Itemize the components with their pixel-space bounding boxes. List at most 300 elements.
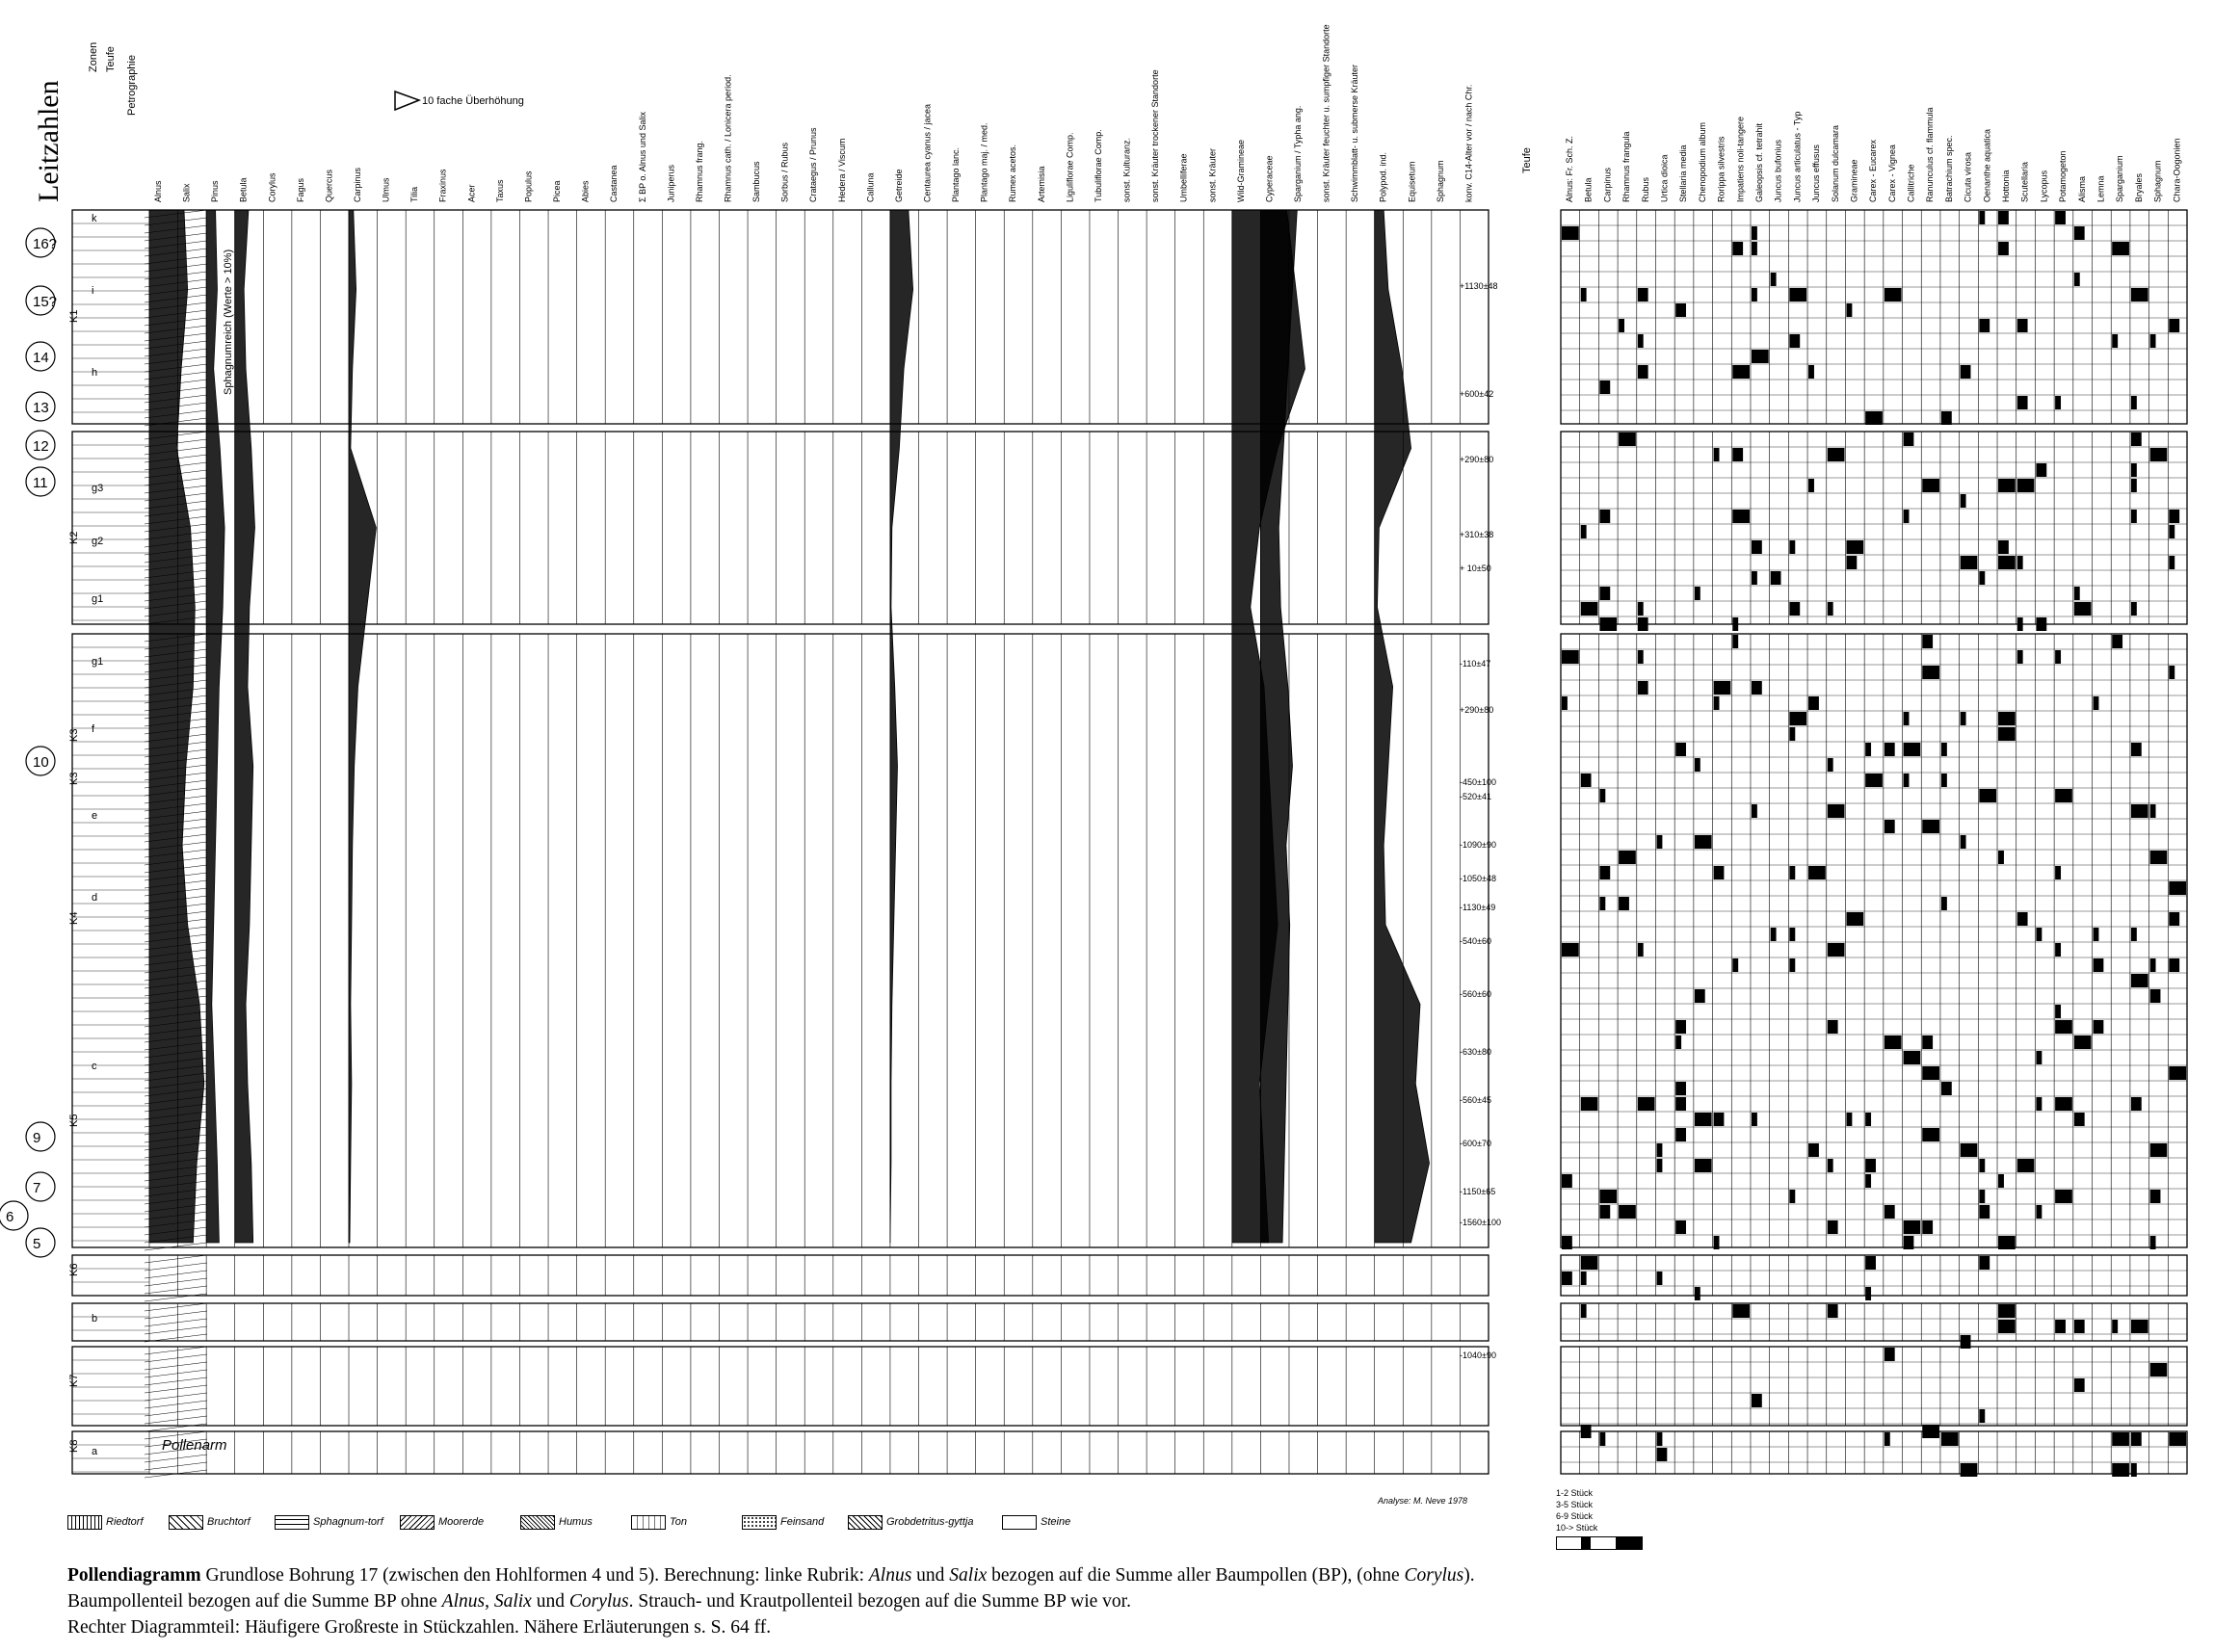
right-column-header: Gramineae bbox=[1849, 159, 1859, 202]
macro-remains-bar bbox=[1885, 1348, 1895, 1361]
macro-remains-bar bbox=[2131, 510, 2137, 523]
right-column-header: Hottonia bbox=[2001, 170, 2012, 202]
right-block bbox=[1561, 1347, 2187, 1426]
zone-sub-label: a bbox=[92, 1446, 98, 1457]
macro-remains-bar bbox=[1732, 1304, 1750, 1318]
macro-remains-bar bbox=[1828, 758, 1833, 772]
macro-remains-bar bbox=[1599, 866, 1610, 879]
macro-remains-bar bbox=[1562, 1174, 1572, 1188]
column-header: Centaurea cyanus / jacea bbox=[922, 103, 933, 202]
column-header: Ulmus bbox=[381, 177, 391, 202]
zone-k-label: K3 bbox=[68, 772, 80, 785]
macro-remains-bar bbox=[1695, 989, 1705, 1003]
right-column-header: Carpinus bbox=[1602, 167, 1613, 202]
macro-remains-bar bbox=[1865, 743, 1871, 756]
macro-remains-bar bbox=[1998, 712, 2016, 725]
legend-item bbox=[848, 1508, 973, 1536]
macro-remains-bar bbox=[2131, 974, 2148, 987]
macro-remains-bar bbox=[1979, 211, 1985, 224]
petrographie-header: Petrographie bbox=[126, 55, 138, 116]
macro-remains-bar bbox=[1941, 1432, 1959, 1446]
caption-text: , bbox=[485, 1591, 494, 1612]
c14-age-label: -600±70 bbox=[1460, 1139, 1491, 1148]
column-header: konv. C14-Alter vor / nach Chr. bbox=[1463, 84, 1474, 202]
c14-age-label: +310±38 bbox=[1460, 530, 1494, 539]
legend-label: Moorerde bbox=[438, 1516, 485, 1528]
legend-item bbox=[400, 1508, 484, 1536]
right-block bbox=[1561, 432, 2187, 624]
macro-remains-bar bbox=[1656, 1272, 1662, 1285]
zone-labels bbox=[68, 213, 103, 1457]
macro-remains-bar bbox=[1638, 365, 1648, 379]
petrography-hatch bbox=[145, 1255, 207, 1263]
macro-remains-bar bbox=[1714, 1113, 1725, 1126]
right-block bbox=[1561, 634, 2187, 1247]
macro-remains-bar bbox=[1998, 242, 2009, 255]
petrography-hatch bbox=[145, 1271, 207, 1278]
legend-label: Ton bbox=[670, 1516, 687, 1528]
macro-remains-bar bbox=[1581, 1097, 1598, 1111]
leitzahl-label: 6 bbox=[6, 1209, 14, 1225]
macro-remains-bar bbox=[1961, 494, 1966, 508]
macro-remains-bar bbox=[2169, 958, 2179, 972]
macro-remains-bar bbox=[1922, 820, 1939, 833]
zone-sub-label: e bbox=[92, 810, 98, 822]
macro-remains-bar bbox=[2094, 1020, 2104, 1034]
macro-remains-bar bbox=[2036, 928, 2042, 941]
macro-remains-bar bbox=[1904, 712, 1910, 725]
column-header: Alnus bbox=[153, 180, 163, 202]
macro-remains-bar bbox=[1732, 242, 1743, 255]
column-header: Salix bbox=[181, 183, 192, 202]
right-column-header: Betula bbox=[1583, 177, 1594, 202]
left-column-headers bbox=[153, 24, 1473, 202]
macro-remains-bar bbox=[1941, 897, 1947, 910]
right-column-header: Stellaria media bbox=[1678, 144, 1689, 202]
macro-remains-bar bbox=[1562, 696, 1568, 710]
zone-sub-label: g2 bbox=[92, 536, 104, 547]
c14-age-label: -1050±48 bbox=[1460, 874, 1496, 883]
macro-remains-bar bbox=[2055, 1320, 2066, 1333]
macro-remains-bar bbox=[1675, 743, 1686, 756]
macro-remains-bar bbox=[1752, 540, 1762, 554]
zone-k-label: K6 bbox=[68, 1263, 80, 1276]
caption-taxon: Alnus bbox=[868, 1565, 912, 1586]
c14-age-label: +1130±48 bbox=[1460, 281, 1498, 291]
macro-remains-bar bbox=[1675, 303, 1686, 317]
macro-remains-bar bbox=[2094, 928, 2099, 941]
right-column-header: Solanum dulcamara bbox=[1830, 124, 1840, 202]
right-block bbox=[1561, 1303, 2187, 1341]
right-column-header: Potamogeton bbox=[2058, 150, 2069, 202]
macro-remains-bar bbox=[2074, 273, 2080, 286]
macro-remains-bar bbox=[1581, 1256, 1598, 1270]
pollen-curve bbox=[1375, 210, 1430, 1243]
column-header: Sambucus bbox=[751, 161, 762, 202]
c14-age-labels bbox=[1460, 281, 1501, 1360]
macro-remains-bar bbox=[2017, 617, 2023, 631]
macro-remains-bar bbox=[1752, 804, 1757, 818]
macro-remains-bar bbox=[1656, 835, 1662, 849]
macro-remains-bar bbox=[1562, 650, 1579, 664]
grobdetritusgyttja-swatch bbox=[848, 1515, 883, 1530]
macro-remains-bar bbox=[1998, 727, 2016, 741]
zone-sub-label: b bbox=[92, 1313, 98, 1324]
right-column-header: Juncus articulatus - Typ bbox=[1792, 111, 1803, 202]
macro-remains-bar bbox=[1581, 602, 1598, 616]
pollen-curves bbox=[149, 210, 1430, 1243]
pollen-curve bbox=[235, 210, 255, 1243]
macro-remains-bar bbox=[2131, 463, 2137, 477]
macro-remains-bar bbox=[2055, 396, 2061, 409]
macro-remains-bar bbox=[1599, 789, 1605, 802]
steine-swatch bbox=[1002, 1515, 1037, 1530]
macro-remains-bar bbox=[1695, 1287, 1700, 1300]
column-header: Sphagnum bbox=[1435, 160, 1445, 202]
right-column-header: Rhamnus frangula bbox=[1621, 131, 1632, 202]
macro-remains-bar bbox=[1961, 1335, 1971, 1349]
macro-remains-bar bbox=[1961, 835, 1966, 849]
column-header: Polypod. ind. bbox=[1378, 151, 1388, 202]
macro-remains-bar bbox=[1941, 774, 1947, 787]
right-column-header: Rorippa silvestris bbox=[1716, 136, 1726, 202]
macro-remains-bar bbox=[1865, 411, 1883, 425]
column-header: Sparganium / Typha ang. bbox=[1292, 105, 1303, 202]
macro-remains-bar bbox=[1581, 525, 1587, 538]
macro-remains-bar bbox=[1998, 211, 2009, 224]
legend-item bbox=[742, 1508, 824, 1536]
macro-remains-bar bbox=[1865, 1256, 1876, 1270]
caption-taxon: Corylus bbox=[1404, 1565, 1464, 1586]
leitzahl-label: 15? bbox=[33, 294, 58, 310]
macro-remains-bar bbox=[1979, 1190, 1985, 1203]
right-column-header: Rubus bbox=[1640, 176, 1650, 202]
macro-remains-bar bbox=[2131, 433, 2142, 446]
legend-label: Feinsand bbox=[780, 1516, 825, 1528]
legend-item bbox=[67, 1508, 144, 1536]
macro-remains-bar bbox=[1846, 556, 1857, 569]
macro-remains-bar bbox=[2055, 650, 2061, 664]
petrography-hatch bbox=[145, 1263, 207, 1271]
macro-remains-bar bbox=[2112, 334, 2118, 348]
legend-label: Humus bbox=[559, 1516, 593, 1528]
zone-k-label: K5 bbox=[68, 1114, 80, 1127]
macro-remains-bar bbox=[2017, 912, 2028, 926]
macro-remains-bar bbox=[1961, 365, 1971, 379]
macro-remains-bar bbox=[1922, 1066, 1939, 1080]
petrography-hatch bbox=[145, 1385, 207, 1393]
column-header: Hedera / Viscum bbox=[836, 138, 847, 202]
macro-remains-bar bbox=[1885, 1432, 1890, 1446]
petrography-hatch bbox=[145, 1416, 207, 1424]
legend-item bbox=[520, 1508, 593, 1536]
leitzahl-label: 14 bbox=[33, 350, 49, 366]
right-column-header: Lycopus bbox=[2039, 170, 2049, 202]
macro-remains-bar bbox=[1885, 288, 1902, 302]
macro-remains-bar bbox=[1732, 635, 1738, 648]
macro-remains-bar bbox=[1828, 1304, 1838, 1318]
caption-taxon: Salix bbox=[493, 1591, 532, 1612]
macro-remains-bar bbox=[1752, 681, 1762, 695]
macro-remains-bar bbox=[1998, 1236, 2016, 1249]
macro-remains-bar bbox=[1865, 1113, 1871, 1126]
macro-remains-bar bbox=[1922, 635, 1933, 648]
count-legend-label: 3-5 Stück bbox=[1556, 1500, 1594, 1509]
c14-age-label: +290±80 bbox=[1460, 455, 1494, 464]
diagram-block bbox=[72, 1347, 1489, 1426]
macro-remains-bar bbox=[2017, 479, 2035, 492]
macro-remains-bar bbox=[1789, 958, 1795, 972]
macro-remains-bar bbox=[2150, 334, 2156, 348]
macro-remains-bar bbox=[2074, 1378, 2085, 1392]
macro-remains-bar bbox=[1979, 789, 1996, 802]
c14-age-label: -560±60 bbox=[1460, 989, 1491, 999]
macro-remains-bar bbox=[1922, 479, 1939, 492]
c14-age-label: -520±41 bbox=[1460, 792, 1491, 801]
petrography-hatch bbox=[145, 1393, 207, 1401]
right-column-header: Alisma bbox=[2076, 175, 2087, 202]
petrography-hatch bbox=[145, 1243, 207, 1250]
column-header: Rumex acetos. bbox=[1008, 144, 1018, 202]
leitzahl-markers bbox=[0, 228, 57, 1257]
macro-remains-bar bbox=[2131, 602, 2137, 616]
pollen-curve bbox=[890, 210, 913, 1243]
column-header: Umbelliferae bbox=[1178, 153, 1189, 202]
column-header: Liguliflorae Comp. bbox=[1065, 132, 1075, 202]
diagram-block bbox=[72, 1255, 1489, 1296]
figure-caption bbox=[67, 1562, 1570, 1640]
macro-remains-bar bbox=[1979, 1205, 1990, 1219]
macro-remains-bar bbox=[1732, 510, 1750, 523]
caption-taxon: Salix bbox=[949, 1565, 988, 1586]
macro-remains-bar bbox=[1904, 433, 1914, 446]
column-header: Tubuliflorae Comp. bbox=[1093, 129, 1103, 202]
petrography-hatch bbox=[145, 1362, 207, 1370]
sphagnumtorf-swatch bbox=[275, 1515, 309, 1530]
macro-remains-bar bbox=[1998, 540, 2009, 554]
macro-remains-bar bbox=[2131, 479, 2137, 492]
caption-taxon: Corylus bbox=[568, 1591, 629, 1612]
petrography-hatch bbox=[145, 1462, 207, 1470]
macro-remains-bar bbox=[2169, 319, 2179, 332]
macro-remains-bar bbox=[1789, 866, 1795, 879]
macro-remains-bar bbox=[1846, 303, 1852, 317]
macro-remains-bar bbox=[1638, 1097, 1655, 1111]
macro-remains-bar bbox=[1752, 350, 1769, 363]
caption-text: Grundlose Bohrung 17 (zwischen den Hohlformen 4 und 5). Berechnung: linke Rubrik: bbox=[200, 1565, 869, 1586]
macro-remains-bar bbox=[1979, 1159, 1985, 1172]
right-column-header: Callitriche bbox=[1906, 164, 1916, 202]
column-header: Fraxinus bbox=[437, 169, 448, 202]
macro-remains-bar bbox=[2150, 804, 2156, 818]
pollen-curve bbox=[349, 210, 376, 1243]
macro-remains-bar bbox=[1581, 288, 1587, 302]
macro-remains-bar bbox=[1904, 1236, 1914, 1249]
macro-remains-bar bbox=[1638, 681, 1648, 695]
zone-sub-label: g1 bbox=[92, 593, 104, 605]
macro-remains-bar bbox=[1752, 242, 1757, 255]
c14-age-label: + 10±50 bbox=[1460, 564, 1491, 573]
macro-remains-bar bbox=[1656, 1159, 1662, 1172]
caption-text: bezogen auf die Summe aller Baumpollen (BP), (ohne bbox=[987, 1565, 1405, 1586]
macro-remains-bar bbox=[1828, 943, 1845, 957]
c14-age-label: -1040±90 bbox=[1460, 1350, 1496, 1360]
macro-remains-bar bbox=[1865, 1287, 1871, 1300]
macro-remains-bar bbox=[2055, 789, 2072, 802]
macro-remains-bar bbox=[2036, 1205, 2042, 1219]
macro-remains-bar bbox=[1638, 650, 1644, 664]
macro-remains-bar bbox=[1638, 617, 1648, 631]
macro-remains-bar bbox=[1619, 433, 1636, 446]
macro-remains-bar bbox=[1808, 866, 1826, 879]
macro-remains-bar bbox=[2017, 396, 2028, 409]
zonen-header: Zonen bbox=[88, 41, 99, 72]
macro-remains-bar bbox=[2074, 1036, 2092, 1049]
macro-remains-bar bbox=[1789, 334, 1800, 348]
column-header: Equisetum bbox=[1407, 161, 1417, 202]
macro-remains-bar bbox=[1922, 1036, 1933, 1049]
macro-remains-bar bbox=[1998, 1304, 2016, 1318]
caption-text: . Strauch- und Krautpollenteil bezogen auf die Summe BP wie vor. bbox=[628, 1591, 1131, 1612]
zone-k-label: K7 bbox=[68, 1374, 80, 1387]
macro-remains-bar bbox=[2169, 510, 2179, 523]
leitzahl-label: 12 bbox=[33, 438, 49, 455]
macro-remains-bar bbox=[1961, 556, 1978, 569]
lithology-legend bbox=[67, 1508, 1416, 1536]
macro-remains-bar bbox=[1619, 1205, 1636, 1219]
macro-remains-bar bbox=[1885, 1205, 1895, 1219]
macro-remains-bar bbox=[1638, 943, 1644, 957]
column-header: Calluna bbox=[865, 172, 876, 202]
column-header: Crataegus / Prunus bbox=[808, 127, 819, 202]
macro-remains-bar bbox=[1771, 273, 1777, 286]
column-header: Schwimmblatt- u. submerse Kräuter bbox=[1350, 64, 1360, 202]
macro-remains-bar bbox=[1581, 1272, 1587, 1285]
petrography-hatch bbox=[145, 1311, 207, 1319]
macro-remains-bar bbox=[1808, 696, 1819, 710]
macro-remains-bar bbox=[1695, 1113, 1712, 1126]
column-header: Σ BP o. Alnus und Salix bbox=[637, 112, 647, 202]
bruchtorf-swatch bbox=[169, 1515, 203, 1530]
macro-remains-bar bbox=[2112, 1463, 2129, 1477]
macro-remains-bar bbox=[2169, 525, 2174, 538]
right-column-header: Carex - Vignea bbox=[1886, 144, 1897, 202]
macro-remains-bar bbox=[1998, 556, 2016, 569]
macro-remains-bar bbox=[2055, 1020, 2072, 1034]
right-column-header: Juncus effusus bbox=[1811, 144, 1822, 202]
macro-remains-bar bbox=[2055, 211, 2066, 224]
macro-remains-bar bbox=[2036, 463, 2046, 477]
c14-age-label: -1090±90 bbox=[1460, 840, 1496, 850]
macro-remains-bar bbox=[1865, 1159, 1876, 1172]
macro-remains-bar bbox=[1656, 1432, 1662, 1446]
macro-remains-bar bbox=[1675, 1036, 1681, 1049]
column-header: Rhamnus cath. / Lonicera period. bbox=[723, 74, 733, 202]
right-column-header: Scutellaria bbox=[2019, 161, 2030, 202]
macro-remains-bar bbox=[1675, 1097, 1686, 1111]
macro-remains-bar bbox=[1752, 1394, 1762, 1407]
caption-text: und bbox=[911, 1565, 950, 1586]
macro-remains-bar bbox=[1638, 334, 1644, 348]
pollenarm-label: Pollenarm bbox=[162, 1437, 227, 1454]
macro-remains-bar bbox=[2074, 226, 2085, 240]
macro-remains-bar bbox=[1922, 1128, 1939, 1141]
macro-remains-bar bbox=[2131, 743, 2142, 756]
count-legend-label: 1-2 Stück bbox=[1556, 1488, 1594, 1498]
macro-remains-bar bbox=[1979, 319, 1990, 332]
macro-remains-bar bbox=[1732, 617, 1738, 631]
count-legend-label: 10-> Stück bbox=[1556, 1523, 1598, 1533]
macro-remains-bar bbox=[1771, 928, 1777, 941]
c14-age-label: -1130±49 bbox=[1460, 903, 1496, 912]
macro-remains-bar bbox=[1961, 712, 1966, 725]
leitzahl-label: 13 bbox=[33, 400, 49, 416]
right-block bbox=[1561, 210, 2187, 424]
macro-remains-bar bbox=[1789, 602, 1800, 616]
column-header: Fagus bbox=[295, 177, 305, 202]
macro-remains-bar bbox=[2094, 696, 2099, 710]
macro-remains-bar bbox=[1599, 510, 1610, 523]
macro-remains-bar bbox=[1941, 1082, 1952, 1095]
macro-remains-bar bbox=[1922, 1220, 1933, 1234]
macro-remains-bar bbox=[1808, 1143, 1819, 1157]
column-header: Getreide bbox=[893, 169, 904, 202]
macro-remains-bar bbox=[1752, 571, 1757, 585]
macro-remains-bar bbox=[1865, 774, 1883, 787]
macro-remains-bar bbox=[2131, 288, 2148, 302]
macro-remains-bar bbox=[2131, 1097, 2142, 1111]
leitzahl-label: 5 bbox=[33, 1236, 41, 1252]
column-header: Plantago lanc. bbox=[951, 146, 962, 202]
macro-remains-bar bbox=[1714, 448, 1720, 461]
zone-sub-label: c bbox=[92, 1061, 97, 1072]
macro-remains-bar bbox=[2036, 1097, 2042, 1111]
zone-sub-label: g3 bbox=[92, 483, 104, 494]
macro-remains-bar bbox=[1752, 288, 1757, 302]
macro-remains-bar bbox=[1732, 365, 1750, 379]
zone-sub-label: f bbox=[92, 723, 95, 735]
zone-sub-label: k bbox=[92, 213, 97, 224]
right-column-header: Cicuta virosa bbox=[1963, 151, 1973, 202]
macro-remains-bar bbox=[2017, 650, 2023, 664]
right-column-header: Carex - Eucarex bbox=[1868, 139, 1879, 202]
c14-age-label: -110±47 bbox=[1460, 659, 1491, 669]
legend-item bbox=[275, 1508, 383, 1536]
macro-remains-bar bbox=[1599, 587, 1610, 600]
macro-remains-bar bbox=[1562, 1236, 1572, 1249]
column-header: Acer bbox=[466, 184, 477, 202]
macro-remains-bar bbox=[2169, 881, 2186, 895]
column-header: Corylus bbox=[267, 172, 277, 202]
macro-remains-bar bbox=[2131, 928, 2137, 941]
c14-age-label: -560±45 bbox=[1460, 1095, 1491, 1105]
macro-remains-bar bbox=[2112, 242, 2129, 255]
macro-remains-bar bbox=[1941, 411, 1952, 425]
macro-remains-bar bbox=[1922, 666, 1939, 679]
right-column-header: Sparganium bbox=[2115, 155, 2125, 202]
c14-age-label: -1150±65 bbox=[1460, 1187, 1496, 1196]
macro-remains-bar bbox=[2131, 1432, 2142, 1446]
macro-remains-bar bbox=[2112, 1432, 2129, 1446]
column-header: Populus bbox=[523, 170, 534, 202]
macro-remains-bar bbox=[2055, 866, 2061, 879]
macro-remains-bar bbox=[1846, 1113, 1852, 1126]
macro-remains-bar bbox=[1828, 448, 1845, 461]
macro-remains-bar bbox=[2055, 1097, 2072, 1111]
column-header: Cyperaceae bbox=[1264, 155, 1275, 202]
macro-remains-bar bbox=[1789, 540, 1795, 554]
right-column-header: Alnus: Fr. Sch. Z. bbox=[1565, 135, 1574, 202]
